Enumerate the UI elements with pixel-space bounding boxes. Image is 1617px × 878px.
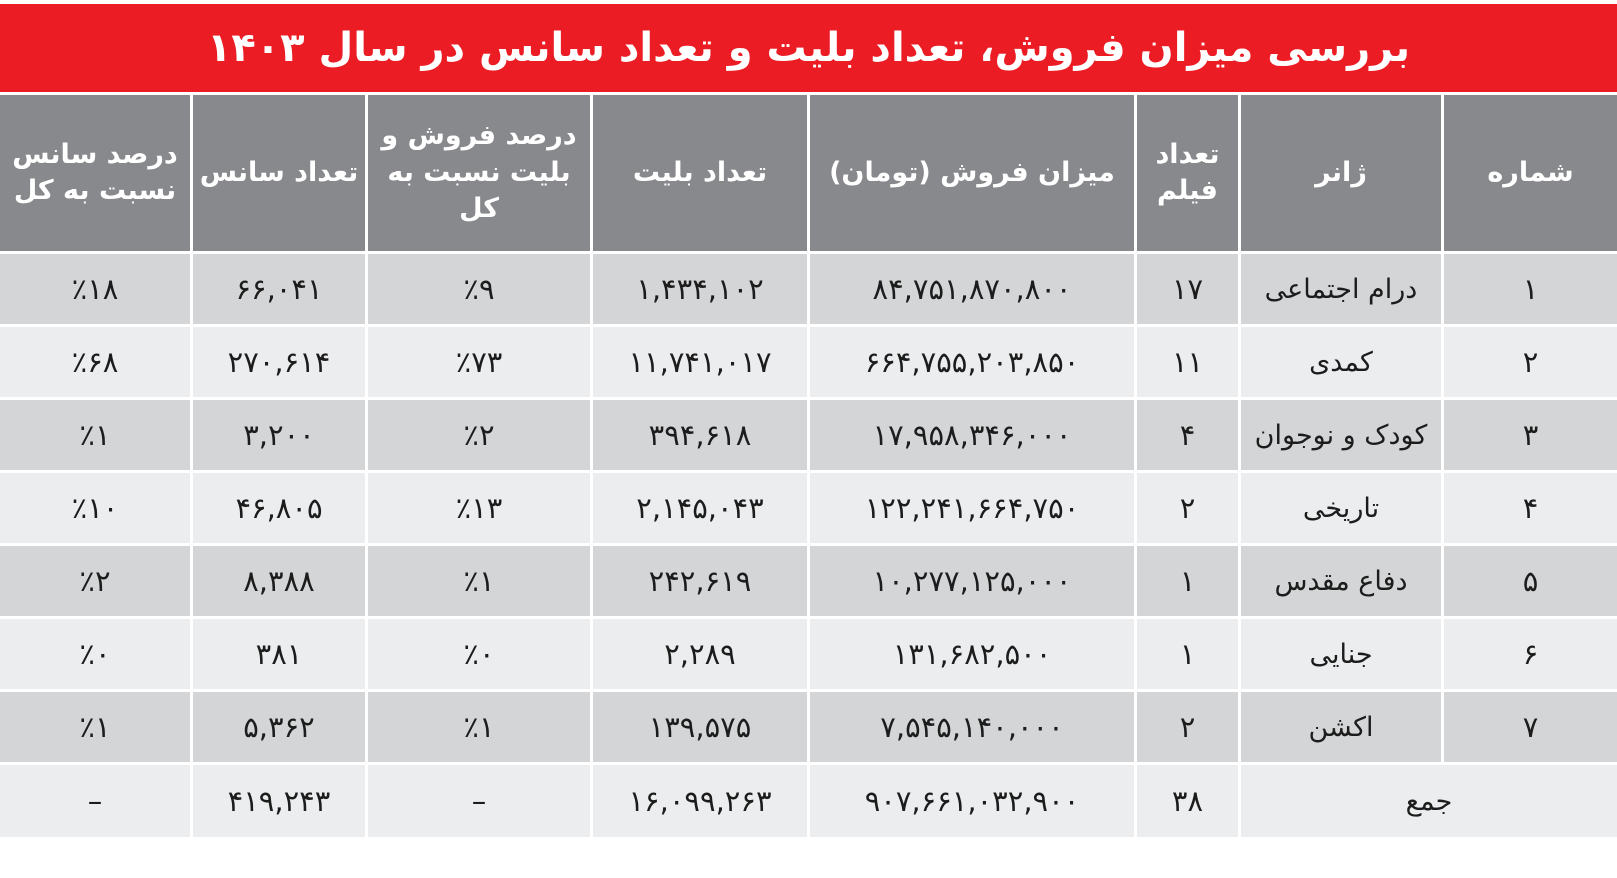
total-row <box>0 765 1617 840</box>
cell-tickets: ۲۴۲,۶۱۹ <box>590 546 807 619</box>
table-row <box>0 400 1617 473</box>
cell-genre: اکشن <box>1238 692 1441 765</box>
total-sales: ۹۰۷,۶۶۱,۰۳۲,۹۰۰ <box>807 765 1134 840</box>
cell-genre: کودک و نوجوان <box>1238 400 1441 473</box>
cell-genre: کمدی <box>1238 327 1441 400</box>
cell-sales: ۶۶۴,۷۵۵,۲۰۳,۸۵۰ <box>807 327 1134 400</box>
table-row <box>0 327 1617 400</box>
cell-number: ۳ <box>1441 400 1617 473</box>
header-sessions: تعداد سانس <box>190 95 365 254</box>
header-genre: ژانر <box>1238 95 1441 254</box>
cell-sessions-pct: ٪۲ <box>0 546 190 619</box>
cell-sales: ۱۰,۲۷۷,۱۲۵,۰۰۰ <box>807 546 1134 619</box>
cell-sessions-pct: ٪۱۸ <box>0 254 190 327</box>
cell-number: ۶ <box>1441 619 1617 692</box>
table-row <box>0 619 1617 692</box>
cell-sessions-pct: ٪۱۰ <box>0 473 190 546</box>
cell-sales-ticket-pct: ٪۷۳ <box>365 327 590 400</box>
cell-sessions-pct: ٪۱ <box>0 692 190 765</box>
cell-tickets: ۱,۴۳۴,۱۰۲ <box>590 254 807 327</box>
cell-sales-ticket-pct: ٪۱ <box>365 546 590 619</box>
cell-sales-ticket-pct: ٪۱ <box>365 692 590 765</box>
cell-sales-ticket-pct: ٪۱۳ <box>365 473 590 546</box>
cell-number: ۴ <box>1441 473 1617 546</box>
cell-number: ۷ <box>1441 692 1617 765</box>
title-bar <box>0 4 1617 95</box>
cell-sales: ۱۲۲,۲۴۱,۶۶۴,۷۵۰ <box>807 473 1134 546</box>
total-sessions-pct: – <box>0 765 190 840</box>
cell-number: ۲ <box>1441 327 1617 400</box>
cell-sessions: ۴۶,۸۰۵ <box>190 473 365 546</box>
header-sales: میزان فروش (تومان) <box>807 95 1134 254</box>
header-row <box>0 95 1617 254</box>
cell-sessions: ۳,۲۰۰ <box>190 400 365 473</box>
header-sessions-pct: درصد سانس نسبت به کل <box>0 95 190 254</box>
cell-genre: جنایی <box>1238 619 1441 692</box>
cell-film-count: ۲ <box>1134 692 1238 765</box>
cell-sales: ۸۴,۷۵۱,۸۷۰,۸۰۰ <box>807 254 1134 327</box>
header-sales-ticket-pct: درصد فروش و بلیت نسبت به کل <box>365 95 590 254</box>
header-film-count: تعداد فیلم <box>1134 95 1238 254</box>
cell-sessions-pct: ٪۶۸ <box>0 327 190 400</box>
cell-tickets: ۱۳۹,۵۷۵ <box>590 692 807 765</box>
table-row <box>0 473 1617 546</box>
table-row <box>0 546 1617 619</box>
total-sessions: ۴۱۹,۲۴۳ <box>190 765 365 840</box>
total-tickets: ۱۶,۰۹۹,۲۶۳ <box>590 765 807 840</box>
cell-sessions: ۶۶,۰۴۱ <box>190 254 365 327</box>
cell-genre: تاریخی <box>1238 473 1441 546</box>
cell-film-count: ۴ <box>1134 400 1238 473</box>
cell-genre: دفاع مقدس <box>1238 546 1441 619</box>
cell-film-count: ۱ <box>1134 546 1238 619</box>
cell-film-count: ۱ <box>1134 619 1238 692</box>
cell-film-count: ۲ <box>1134 473 1238 546</box>
cell-sales: ۱۳۱,۶۸۲,۵۰۰ <box>807 619 1134 692</box>
cell-sessions: ۸,۳۸۸ <box>190 546 365 619</box>
table-row <box>0 254 1617 327</box>
cell-sales-ticket-pct: ٪۲ <box>365 400 590 473</box>
cell-number: ۱ <box>1441 254 1617 327</box>
total-label: جمع <box>1238 765 1617 840</box>
cell-sales: ۷,۵۴۵,۱۴۰,۰۰۰ <box>807 692 1134 765</box>
header-tickets: تعداد بلیت <box>590 95 807 254</box>
page-title: بررسی میزان فروش، تعداد بلیت و تعداد سانس در سال ۱۴۰۳ <box>206 25 1411 71</box>
cell-tickets: ۲,۱۴۵,۰۴۳ <box>590 473 807 546</box>
cell-number: ۵ <box>1441 546 1617 619</box>
table-row <box>0 692 1617 765</box>
cell-sales-ticket-pct: ٪۰ <box>365 619 590 692</box>
cell-genre: درام اجتماعی <box>1238 254 1441 327</box>
total-sales-ticket-pct: – <box>365 765 590 840</box>
cell-sessions-pct: ٪۰ <box>0 619 190 692</box>
total-film-count: ۳۸ <box>1134 765 1238 840</box>
cell-sessions: ۳۸۱ <box>190 619 365 692</box>
cell-film-count: ۱۷ <box>1134 254 1238 327</box>
cell-film-count: ۱۱ <box>1134 327 1238 400</box>
cell-sales: ۱۷,۹۵۸,۳۴۶,۰۰۰ <box>807 400 1134 473</box>
cell-tickets: ۲,۲۸۹ <box>590 619 807 692</box>
cell-tickets: ۳۹۴,۶۱۸ <box>590 400 807 473</box>
cell-sessions: ۵,۳۶۲ <box>190 692 365 765</box>
cell-sessions: ۲۷۰,۶۱۴ <box>190 327 365 400</box>
sales-table <box>0 95 1617 840</box>
cell-tickets: ۱۱,۷۴۱,۰۱۷ <box>590 327 807 400</box>
cell-sessions-pct: ٪۱ <box>0 400 190 473</box>
cell-sales-ticket-pct: ٪۹ <box>365 254 590 327</box>
header-number: شماره <box>1441 95 1617 254</box>
